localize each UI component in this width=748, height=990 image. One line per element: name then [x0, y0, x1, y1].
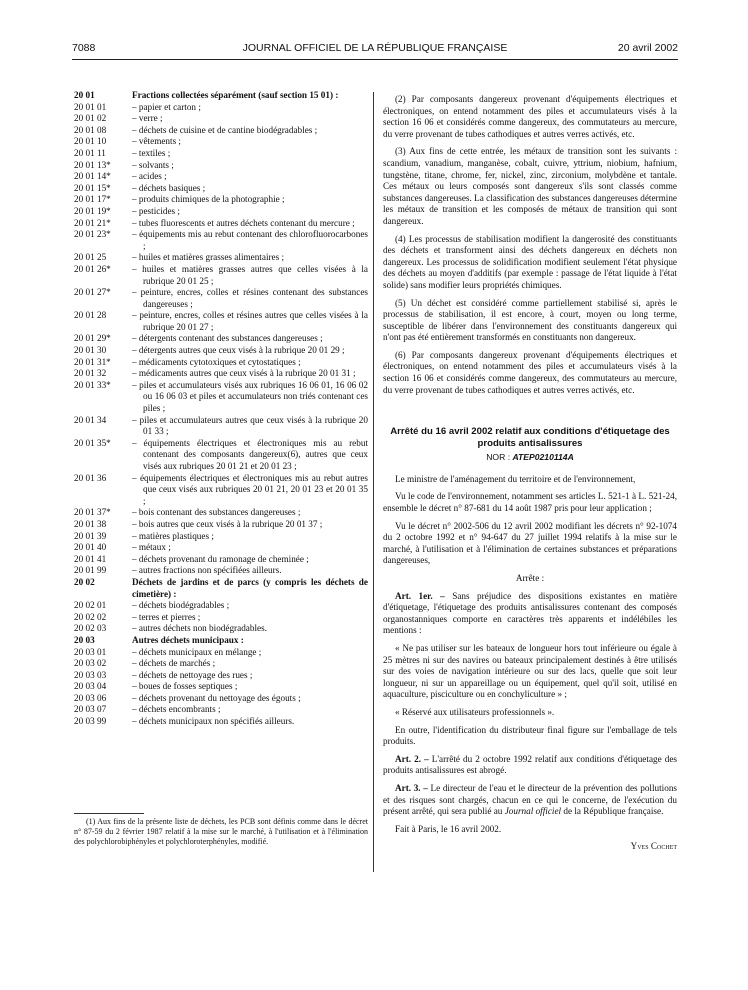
arrete-title: Arrêté du 16 avril 2002 relatif aux conditions d'étiquetage des produits antisalissures — [390, 426, 670, 449]
signature-date: Fait à Paris, le 16 avril 2002. — [395, 823, 502, 834]
article-3 — [383, 783, 677, 818]
waste-description: – solvants ; — [132, 159, 174, 170]
article-1-extra: En outre, l'identification du distributeur final figure sur l'emballage de tels produits. — [383, 724, 677, 747]
waste-code: 20 02 01 — [74, 600, 107, 611]
waste-description: – déchets de cuisine et de cantine biodégradables ; — [132, 124, 318, 135]
waste-code: 20 01 39 — [74, 530, 107, 541]
waste-code: 20 01 99 — [74, 565, 107, 576]
waste-description: – peinture, encres, colles et résines contenant des substances dangereuses ; — [132, 287, 368, 309]
waste-code-row — [74, 113, 368, 125]
waste-code-row — [74, 102, 368, 114]
waste-code-row — [74, 218, 368, 230]
waste-code-row — [74, 693, 368, 705]
waste-code: 20 01 31* — [74, 356, 111, 367]
waste-description: – déchets municipaux non spécifiés ailleurs. — [132, 716, 295, 727]
waste-code: 20 01 32 — [74, 368, 107, 379]
header-rule — [72, 59, 678, 60]
waste-code-row — [74, 438, 368, 473]
waste-code: 20 01 37* — [74, 507, 111, 518]
waste-code: 20 01 28 — [74, 310, 107, 321]
waste-code: 20 03 03 — [74, 669, 107, 680]
waste-description: – métaux ; — [132, 542, 171, 553]
waste-code: 20 01 27* — [74, 287, 111, 298]
nor-line — [383, 452, 677, 464]
waste-description: – boues de fosses septiques ; — [132, 681, 238, 692]
waste-code-row — [74, 357, 368, 369]
waste-code-row — [74, 554, 368, 566]
article-1-label: Art. 1er. – — [395, 590, 445, 601]
note-4: (4) Les processus de stabilisation modifient la dangerosité des constituants des déchets et transforment ainsi des déchets dangereux en déchets non dangereux. Les processus de solidification modifient seulement l'état physique des déchets au moyen d'additifs (par exemple : passage de l'état liquide à l'état solide) sans modifier leurs propriétés chimiques. — [383, 233, 677, 290]
waste-code: 20 03 99 — [74, 716, 107, 727]
waste-code: 20 01 26* — [74, 263, 111, 274]
waste-code: 20 01 21* — [74, 217, 111, 228]
waste-description: – détergents contenant des substances dangereuses ; — [132, 333, 323, 344]
waste-description: – déchets de marchés ; — [132, 658, 216, 669]
waste-description: – équipements électriques et électroniques mis au rebut autres que ceux visés aux rubriques 20 01 21, 20 01 23 et 20 01 35 ; — [132, 472, 368, 506]
arrete-word: Arrête : — [515, 573, 545, 583]
waste-code: 20 01 35* — [74, 437, 111, 448]
waste-code: 20 01 15* — [74, 182, 111, 193]
waste-description: – piles et accumulateurs autres que ceux visés à la rubrique 20 01 33 ; — [132, 414, 368, 437]
waste-description: – vêtements ; — [132, 136, 181, 147]
note-3: (3) Aux fins de cette entrée, les métaux de transition sont les suivants : scandium, vanadium, manganèse, cobalt, cuivre, yttrium, niobium, hafnium, tungstène, titane, chrome, fer, nickel, zinc, zirconium, molybdène et tantale. Ces métaux ou leurs composés sont dangereux s'ils sont classés comme substances dangereuses. La classification des substances dangereuses détermine les métaux de transition et les composés de métaux de transition qui sont dangereux. — [383, 146, 677, 226]
waste-description: – produits chimiques de la photographie ; — [132, 194, 285, 205]
waste-description: – déchets provenant du ramonage de cheminée ; — [132, 553, 309, 564]
waste-code-row — [74, 670, 368, 682]
waste-code: 20 03 02 — [74, 658, 107, 669]
right-column — [383, 94, 677, 859]
page-header — [72, 42, 678, 58]
waste-description: – matières plastiques ; — [132, 530, 214, 541]
preamble-vu-code: Vu le code de l'environnement, notamment ses articles L. 521-1 à L. 521-24, ensemble le décret n° 87-681 du 14 août 1987 pris pour leur application ; — [383, 491, 677, 514]
article-2-text: L'arrêté du 2 octobre 1992 relatif aux conditions d'étiquetage des produits antisalissures est abrogé. — [383, 753, 678, 776]
waste-code-row — [74, 160, 368, 172]
waste-description: – médicaments cytotoxiques et cytostatiques ; — [132, 356, 301, 367]
waste-code-row — [74, 380, 368, 415]
article-1-text: Sans préjudice des dispositions existantes en matière d'étiquetage, l'étiquetage des produits antisalissures contenant des composés organostanniques comporte en caractères très apparents et indélébiles les mentions : — [383, 590, 678, 636]
page-number: 7088 — [72, 42, 96, 54]
waste-code: 20 01 33* — [74, 379, 111, 390]
waste-description: – terres et pierres ; — [132, 611, 201, 622]
section-heading-row — [74, 635, 368, 647]
waste-description: – peinture, encres, colles et résines autres que celles visées à la rubrique 20 01 27 ; — [132, 310, 368, 332]
nor-label: NOR : — [486, 452, 511, 463]
waste-code: 20 02 03 — [74, 623, 107, 634]
article-2 — [383, 754, 677, 777]
waste-description: – déchets encombrants ; — [132, 704, 221, 715]
waste-code-row — [74, 658, 368, 670]
waste-code: 20 01 10 — [74, 136, 107, 147]
waste-description: – verre ; — [132, 113, 163, 124]
waste-description: – tubes fluorescents et autres déchets contenant du mercure ; — [132, 217, 355, 228]
waste-code-row — [74, 681, 368, 693]
waste-code: 20 02 02 — [74, 611, 107, 622]
waste-description: – papier et carton ; — [132, 101, 201, 112]
article-3-text-a: Le directeur de l'eau et le directeur de la prévention des pollutions et des risques sont chargés, chacun en ce qui le concerne, de l'exécution du présent arrêté, qui sera publié au — [383, 782, 677, 817]
section-heading-row — [74, 90, 368, 102]
note-5: (5) Un déchet est considéré comme partiellement stabilisé si, après le processus de stabilisation, il est encore, à court, moyen ou long terme, susceptible de libérer dans l'environnement des constituants dangereux qui n'ont pas été entièrement transformés en constituants non dangereux. — [383, 297, 677, 343]
waste-code-row — [74, 704, 368, 716]
preamble-minister: Le ministre de l'aménagement du territoire et de l'environnement, — [395, 473, 636, 484]
waste-code-row — [74, 623, 368, 635]
waste-code-row — [74, 252, 368, 264]
waste-code: 20 01 11 — [74, 147, 106, 158]
waste-description: – détergents autres que ceux visés à la rubrique 20 01 29 ; — [132, 345, 345, 356]
waste-description: – huiles et matières grasses alimentaires ; — [132, 252, 285, 263]
note-6: (6) Par composants dangereux provenant d'équipements électriques et électroniques, on entend notamment des piles et accumulateurs visés à la section 16 06 et considérés comme dangereux, des commutateurs au mercure, du verre provenant de tubes cathodiques et autres verres activés, etc. — [383, 349, 677, 395]
waste-code: 20 03 01 — [74, 646, 107, 657]
waste-code-row — [74, 531, 368, 543]
waste-code: 20 01 25 — [74, 252, 107, 263]
footnote: (1) Aux fins de la présente liste de déchets, les PCB sont définis comme dans le décret n° 87-59 du 2 février 1987 relatif à la mise sur le marché, à l'utilisation et à l'élimination des polychlorobiphényles et polychloroterphényles, modifié. — [74, 817, 368, 846]
waste-code: 20 03 07 — [74, 704, 107, 715]
article-2-label: Art. 2. – — [395, 753, 429, 764]
journal-title: JOURNAL OFFICIEL DE LA RÉPUBLIQUE FRANÇAISE — [242, 42, 508, 54]
waste-description: – textiles ; — [132, 147, 171, 158]
waste-description: – déchets biodégradables ; — [132, 600, 230, 611]
waste-description: – autres fractions non spécifiées ailleurs. — [132, 565, 282, 576]
waste-code-row — [74, 612, 368, 624]
waste-code-row — [74, 600, 368, 612]
waste-description: – déchets basiques ; — [132, 182, 206, 193]
waste-code: 20 02 — [74, 576, 95, 587]
article-3-label: Art. 3. – — [395, 782, 428, 793]
waste-code-row — [74, 171, 368, 183]
nor-reference: ATEP0210114A — [512, 452, 574, 463]
waste-code: 20 01 01 — [74, 101, 107, 112]
waste-code: 20 01 34 — [74, 414, 107, 425]
waste-code-row — [74, 287, 368, 310]
waste-code-row — [74, 519, 368, 531]
waste-description: – bois contenant des substances dangereuses ; — [132, 507, 301, 518]
waste-description: – pesticides ; — [132, 205, 180, 216]
article-1 — [383, 591, 677, 637]
waste-code: 20 03 — [74, 634, 95, 645]
waste-code: 20 01 14* — [74, 171, 111, 182]
waste-code-row — [74, 507, 368, 519]
waste-code: 20 01 41 — [74, 553, 107, 564]
waste-code-row — [74, 473, 368, 508]
waste-code-row — [74, 194, 368, 206]
waste-description: – équipements électriques et électroniques mis au rebut contenant des composants dangereux(6), autres que ceux visés aux rubriques 20 01 21 et 20 01 23 ; — [132, 437, 368, 471]
waste-code-row — [74, 333, 368, 345]
waste-code-row — [74, 183, 368, 195]
waste-code: 20 03 04 — [74, 681, 107, 692]
waste-code-row — [74, 368, 368, 380]
waste-description: – déchets de nettoyage des rues ; — [132, 669, 253, 680]
issue-date: 20 avril 2002 — [617, 42, 678, 54]
article-3-journal: Journal officiel — [504, 806, 562, 817]
waste-description: – acides ; — [132, 171, 167, 182]
waste-code: 20 01 — [74, 90, 95, 100]
waste-code: 20 01 38 — [74, 518, 107, 529]
waste-code-row — [74, 264, 368, 287]
waste-description: – médicaments autres que ceux visés à la rubrique 20 01 31 ; — [132, 368, 356, 379]
waste-description: – bois autres que ceux visés à la rubrique 20 01 37 ; — [132, 518, 323, 529]
waste-code-row — [74, 136, 368, 148]
note-2: (2) Par composants dangereux provenant d'équipements électriques et électroniques, on entend notamment des piles et accumulateurs visés à la section 16 06 et considérés comme dangereux, des commutateurs au mercure, du verre provenant de tubes cathodiques et autres verres activés, etc. — [383, 94, 677, 139]
signer-name: Yves Cochet — [630, 841, 677, 852]
waste-description: – piles et accumulateurs visés aux rubriques 16 06 01, 16 06 02 ou 16 06 03 et piles et accumulateurs non triés contenant ces piles ; — [132, 379, 368, 414]
preamble-vu-decret: Vu le décret n° 2002-506 du 12 avril 2002 modifiant les décrets n° 92-1074 du 2 octobre 1992 et n° 94-647 du 27 juillet 1994 relatifs à la mise sur le marché, à l'utilisation et à l'élimination de certaines substances et préparations dangereuses, — [383, 520, 677, 566]
waste-code: 20 01 40 — [74, 542, 107, 553]
waste-description: – équipements mis au rebut contenant des chlorofluorocarbones ; — [132, 229, 368, 251]
waste-description: – autres déchets non biodégradables. — [132, 623, 267, 634]
waste-description: – déchets provenant du nettoyage des égouts ; — [132, 692, 301, 703]
waste-code: 20 01 13* — [74, 159, 111, 170]
waste-description: – déchets municipaux en mélange ; — [132, 646, 262, 657]
waste-code-row — [74, 542, 368, 554]
waste-code: 20 01 29* — [74, 333, 111, 344]
waste-description: – huiles et matières grasses autres que celles visées à la rubrique 20 01 25 ; — [132, 263, 368, 286]
waste-code: 20 01 36 — [74, 472, 107, 483]
article-3-text-b: de la République française. — [563, 806, 664, 817]
quote-2: « Réservé aux utilisateurs professionnels ». — [395, 706, 555, 717]
quote-1: « Ne pas utiliser sur les bateaux de longueur hors tout inférieure ou égale à 25 mètres ni sur des navires ou bateaux principalement destinés à être utilisés sur des voies de navigation intérieure ou sur des lacs, quelle que soit leur longueur, ni sur un appareillage ou un équipement, quel qu'il soit, utilisé en aquaculture, pisciculture ou en conchyliculture » ; — [383, 642, 677, 700]
waste-description: Fractions collectées séparément (sauf section 15 01) : — [132, 90, 339, 100]
waste-code-row — [74, 716, 368, 728]
column-divider — [373, 92, 374, 872]
waste-code-row — [74, 415, 368, 438]
waste-code: 20 01 02 — [74, 113, 107, 124]
waste-description: Autres déchets municipaux : — [132, 634, 244, 645]
waste-code-row — [74, 229, 368, 252]
waste-code-row — [74, 206, 368, 218]
waste-code-row — [74, 125, 368, 137]
waste-code-row — [74, 565, 368, 577]
waste-code: 20 03 06 — [74, 692, 107, 703]
waste-code: 20 01 23* — [74, 229, 111, 240]
waste-code-row — [74, 345, 368, 357]
footnote-rule — [74, 813, 144, 814]
section-heading-row — [74, 577, 368, 600]
waste-code: 20 01 17* — [74, 194, 111, 205]
waste-description: Déchets de jardins et de parcs (y compris les déchets de cimetière) : — [132, 576, 368, 599]
waste-code-row — [74, 647, 368, 659]
waste-code: 20 01 08 — [74, 124, 107, 135]
waste-code-list — [74, 90, 368, 728]
waste-code-row — [74, 310, 368, 333]
waste-code: 20 01 30 — [74, 345, 107, 356]
waste-code: 20 01 19* — [74, 205, 111, 216]
waste-code-row — [74, 148, 368, 160]
